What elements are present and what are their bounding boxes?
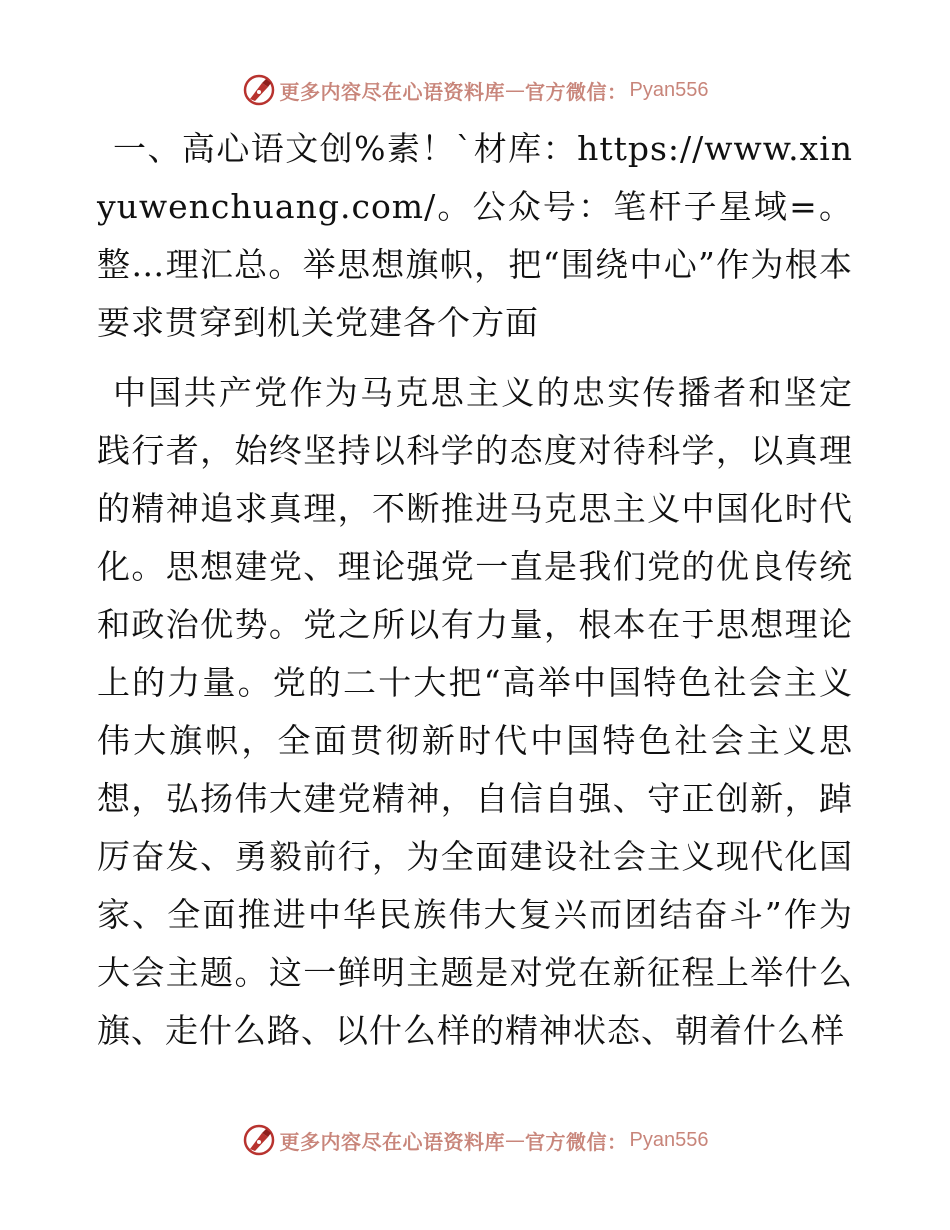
banner-separator: — — [505, 1128, 526, 1152]
pen-nib-logo-icon — [242, 73, 276, 107]
banner-account: Pyan556 — [629, 78, 709, 101]
section-heading: 一、高心语文创%素！`材库：https://www.xinyuwenchuang.com/。公众号：笔杆子星域=。整…理汇总。举思想旗帜，把“围绕中心”作为根本要求贯穿到机关党建各个方面 — [97, 129, 853, 342]
header-banner — [0, 70, 950, 110]
banner-text: 更多内容尽在心语资料库 — [279, 79, 506, 104]
banner-text: 更多内容尽在心语资料库 — [279, 1129, 506, 1154]
banner-label: 官方微信： — [525, 1129, 628, 1154]
document-body — [97, 120, 853, 1060]
footer-banner — [0, 1120, 950, 1160]
banner-account: Pyan556 — [629, 1128, 709, 1151]
banner-label: 官方微信： — [525, 79, 628, 104]
body-paragraph: 中国共产党作为马克思主义的忠实传播者和坚定践行者，始终坚持以科学的态度对待科学，以真理的精神追求真理，不断推进马克思主义中国化时代化。思想建党、理论强党一直是我们党的优良传统和政治优势。党之所以有力量，根本在于思想理论上的力量。党的二十大把“高举中国特色社会主义伟大旗帜，全面贯彻新时代中国特色社会主义思想，弘扬伟大建党精神，自信自强、守正创新，踔厉奋发、勇毅前行，为全面建设社会主义现代化国家、全面推进中华民族伟大复兴而团结奋斗”作为大会主题。这一鲜明主题是对党在新征程上举什么旗、走什么路、以什么样的精神状态、朝着什么样 — [97, 373, 853, 1050]
banner-separator: — — [505, 78, 526, 102]
pen-nib-logo-icon — [242, 1123, 276, 1157]
